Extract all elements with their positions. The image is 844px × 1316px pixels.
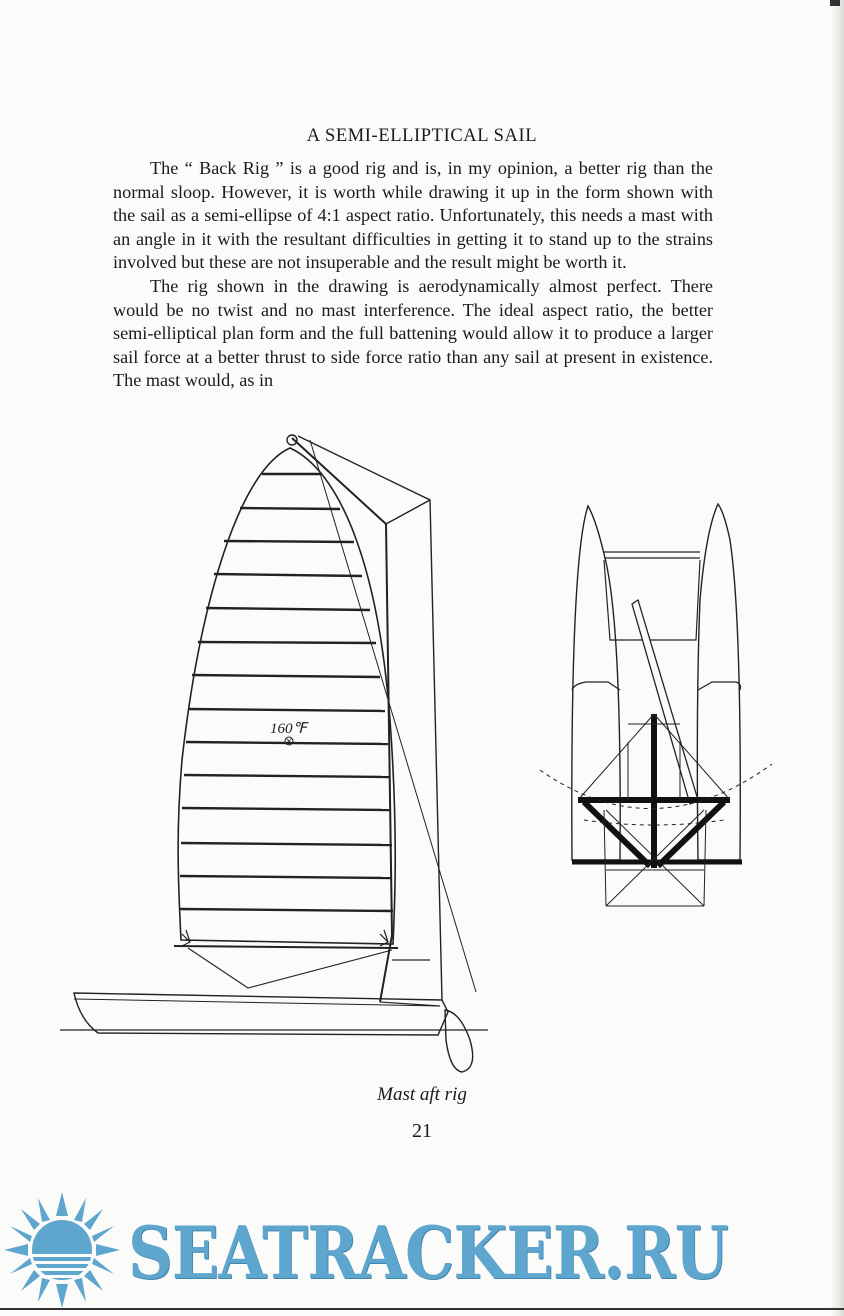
port-hull	[572, 506, 620, 860]
hull	[74, 993, 448, 1035]
cross-frame	[578, 714, 730, 868]
trampoline	[604, 560, 700, 640]
boom-bridle	[188, 948, 392, 988]
section-heading: A SEMI-ELLIPTICAL SAIL	[306, 126, 538, 146]
mast-aft-section	[298, 436, 442, 1000]
battens	[180, 474, 393, 911]
watermark-text: SEATRACKER.RU	[128, 1210, 728, 1295]
cranked-mast	[292, 438, 392, 1002]
mast-plan	[632, 600, 698, 804]
sail-area-label: 160℉	[270, 721, 307, 737]
sun-burst-icon	[4, 1192, 120, 1308]
figure-caption: Mast aft rig	[377, 1084, 467, 1105]
backstay	[310, 440, 476, 992]
rudder	[445, 1010, 473, 1072]
plan-view	[540, 504, 772, 906]
page-number: 21	[412, 1120, 432, 1142]
paragraph-2: The rig shown in the drawing is aerodynamically almost perfect. There would be no twist and no mast interference. The ideal aspect ratio, the better semi-elliptical plan form and the full battening would allow it to produce a larger sail force at a better thrust to side force ratio than any sail at present in existence. The mast would, as in	[113, 275, 713, 391]
paragraph-1: The “ Back Rig ” is a good rig and is, in my opinion, a better rig than the normal sloop. However, it is worth while drawing it up in the form shown with the sail as a semi-ellipse of 4:1 aspect ratio. Unfortunately, this needs a mast with an angle in it with the resultant difficulties in getting it to stand up to the strains involved but these are not insuperable and the result might be worth it.	[113, 158, 713, 273]
boom	[174, 946, 398, 948]
side-elevation	[60, 435, 488, 1072]
sail-outline	[178, 448, 395, 944]
